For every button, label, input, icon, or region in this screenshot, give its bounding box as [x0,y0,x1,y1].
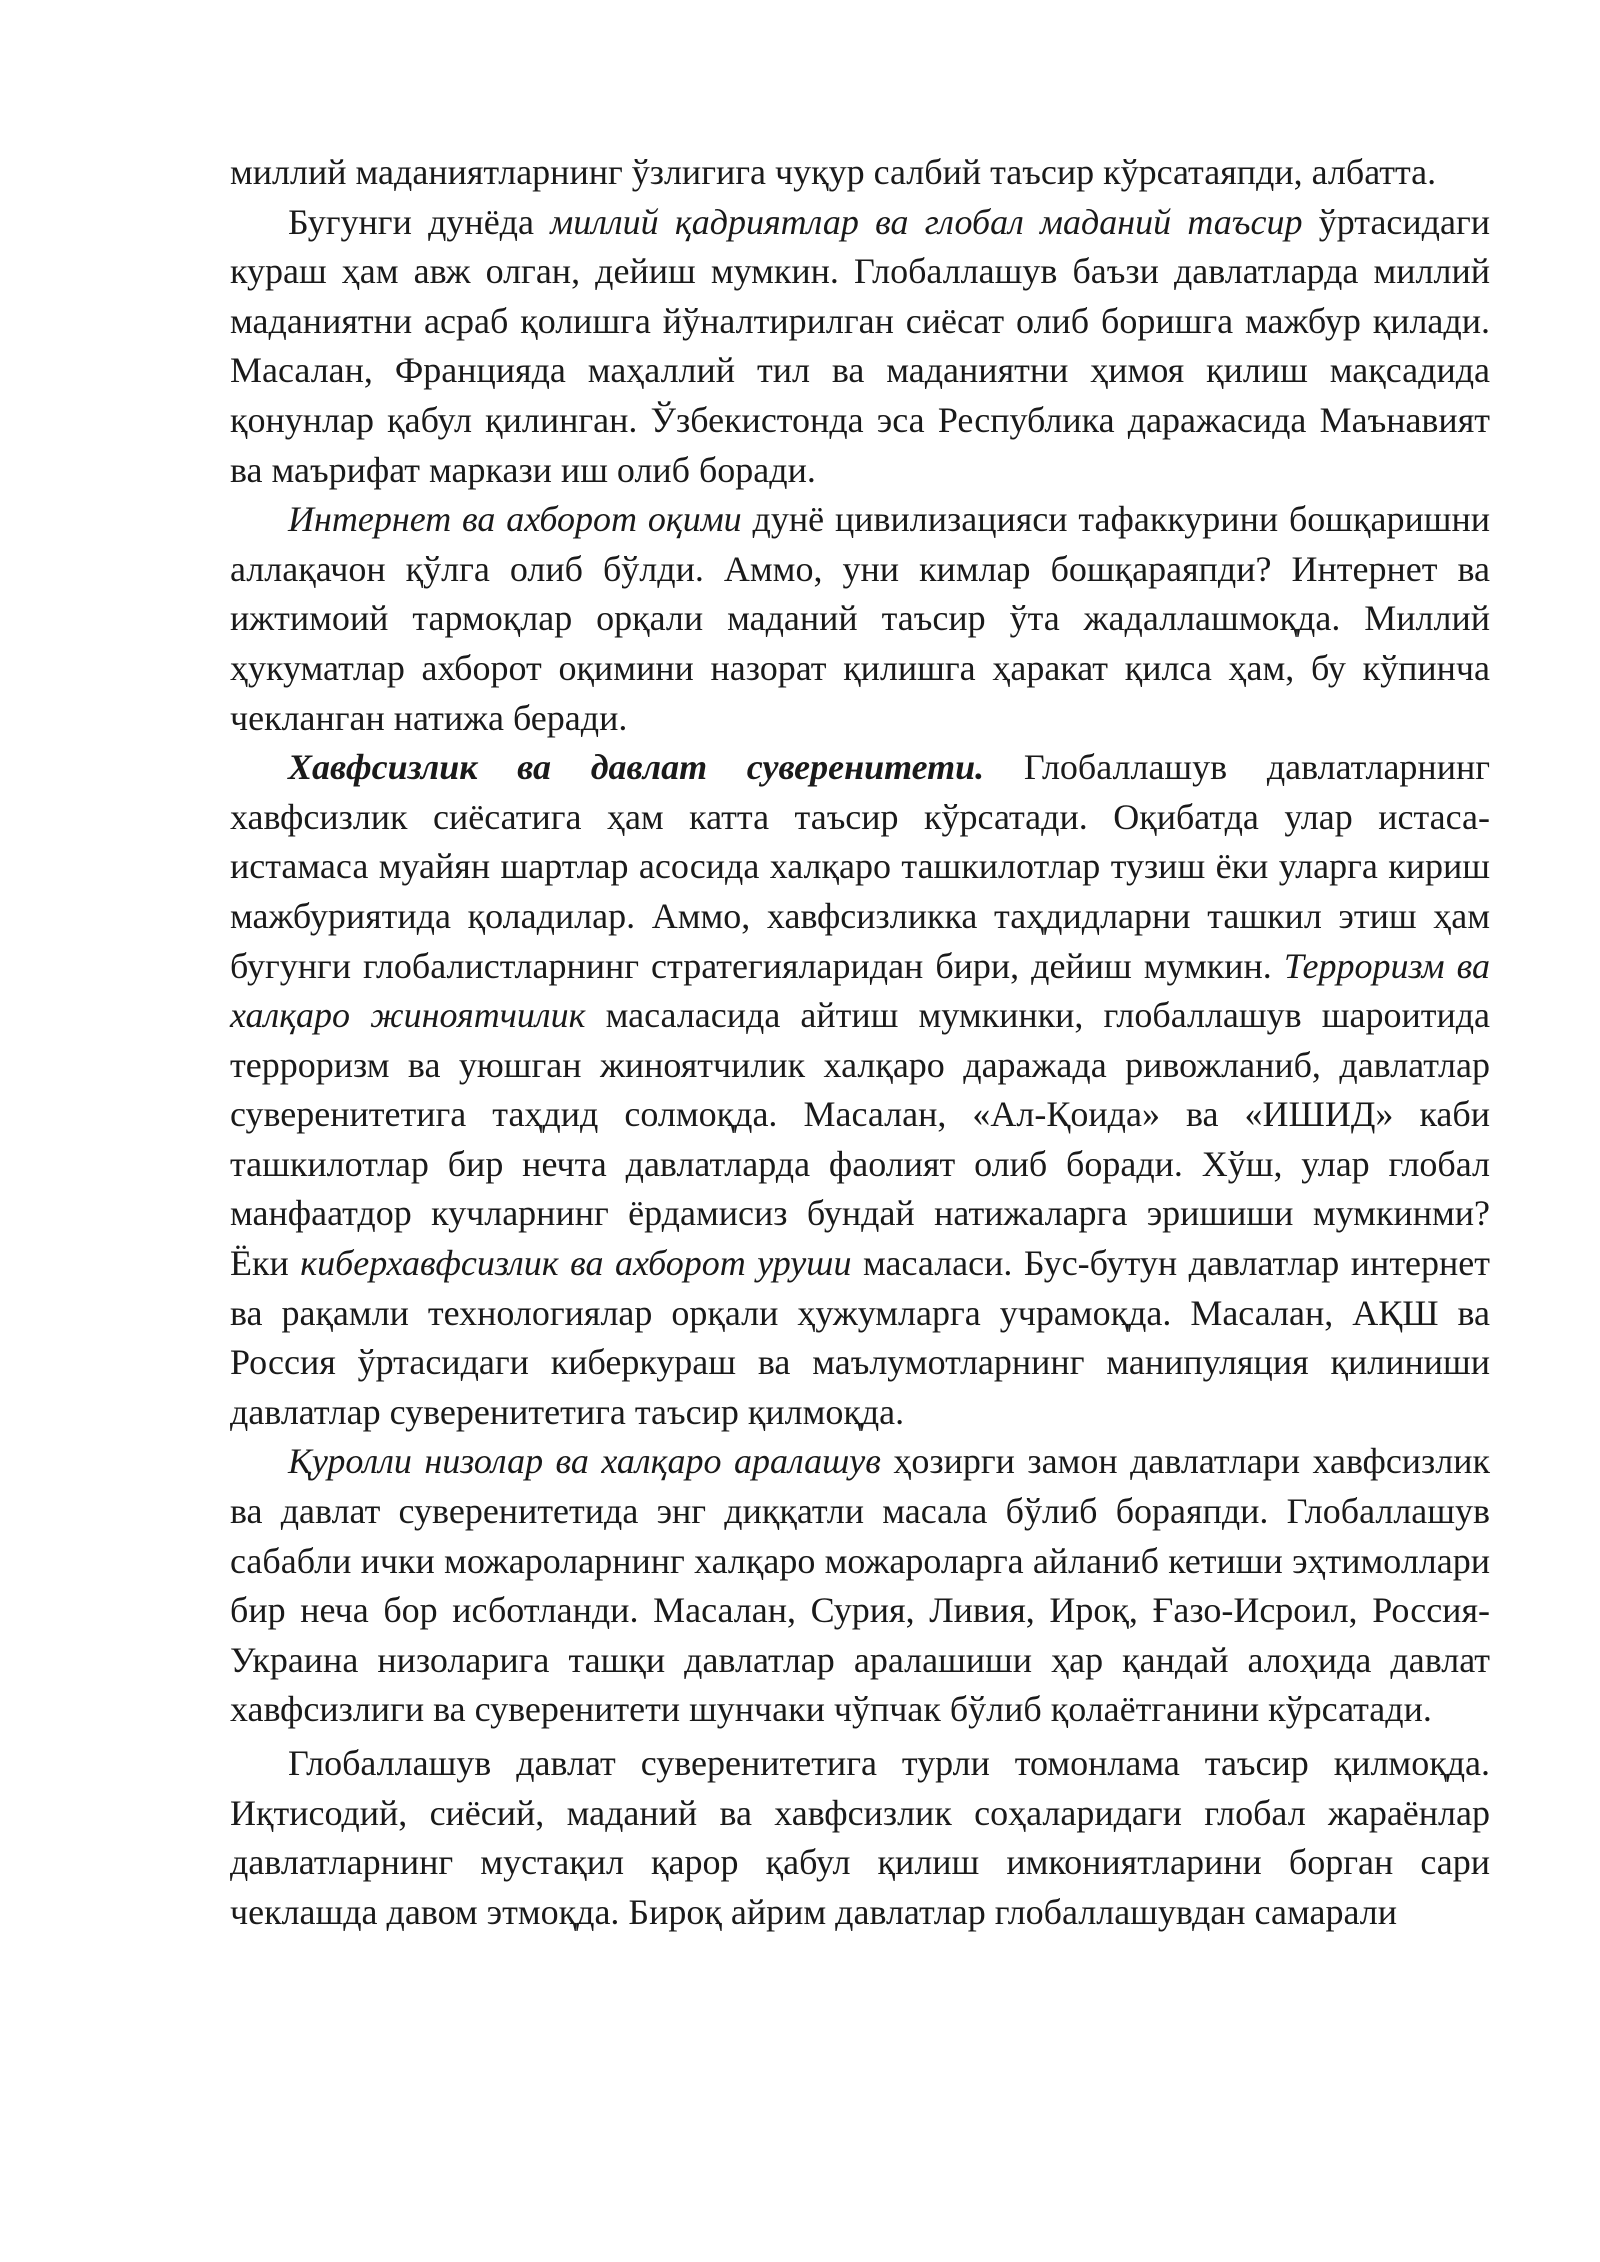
paragraph-4 [230,743,1490,1437]
text-run: ўртасидаги кураш ҳам авж олган, дейиш мумкин. Глобаллашув баъзи давлатларда миллий маданиятни асраб қолишга йўналтирилган сиёсат олиб боришга мажбур қилади. Масалан, Францияда маҳаллий тил ва маданиятни ҳимоя қилиш мақсадида қонунлар қабул қилинган. Ўзбекистонда эса Республика даражасида Маънавият ва маърифат маркази иш олиб боради. [230,201,1490,490]
paragraph-3 [230,495,1490,743]
text-run: Бугунги дунёда [288,201,551,242]
italic-phrase: Интернет ва ахборот оқими [288,499,742,540]
paragraph-5 [230,1437,1490,1735]
italic-phrase: киберхавфсизлик ва ахборот уруши [300,1243,852,1284]
text-run: Глобаллашув давлат суверенитетига турли томонлама таъсир қилмоқда. Иқтисодий, сиёсий, маданий ва хавфсизлик соҳаларидаги глобал жараёнлар давлатларнинг мустақил қарор қабул қилиш имкониятларини борган сари чеклашда давом этмоқда. Бироқ айрим давлатлар глобаллашувдан самарали [230,1743,1490,1932]
text-run: масаласида айтиш мумкинки, глобаллашув шароитида терроризм ва уюшган жиноятчилик халқаро даражада ривожланиб, давлатлар суверенитетига таҳдид солмоқда. Масалан, «Ал-Қоида» ва «ИШИД» каби ташкилотлар бир нечта давлатларда фаолият олиб боради. Хўш, улар глобал манфаатдор кучларнинг ёрдамисиз бундай натижаларга эришиши мумкинми? Ёки [230,995,1491,1284]
italic-phrase: миллий қадриятлар ва глобал маданий таъсир [550,201,1303,242]
italic-phrase: Терроризм ва халқаро жиноятчилик [230,945,1491,1036]
paragraph-1 [230,148,1490,198]
document-page [230,148,1490,1937]
text-run: ҳозирги замон давлатлари хавфсизлик ва давлат суверенитетида энг диққатли масала бўлиб бораяпди. Глобаллашув сабабли ички можароларнинг халқаро можароларга айланиб кетиши эҳтимоллари бир неча бор исботланди. Масалан, Сурия, Ливия, Ироқ, Ғазо-Исроил, Россия-Украина низоларига ташқи давлатлар аралашиши ҳар қандай алоҳида давлат хавфсизлиги ва суверенитети шунчаки чўпчак бўлиб қолаётганини кўрсатади. [230,1441,1490,1730]
text-run: масаласи. Бус-бутун давлатлар интернет ва рақамли технологиялар орқали ҳужумларга учрамоқда. Масалан, АҚШ ва Россия ўртасидаги киберкураш ва маълумотларнинг манипуляция қилиниши давлатлар суверенитетига таъсир қилмоқда. [230,1243,1491,1432]
text-run: дунё цивилизацияси тафаккурини бошқаришни аллақачон қўлга олиб бўлди. Аммо, уни кимлар бошқараяпди? Интернет ва ижтимоий тармоқлар орқали маданий таъсир ўта жадаллашмоқда. Миллий ҳукуматлар ахборот оқимини назорат қилишга ҳаракат қилса ҳам, бу кўпинча чекланган натижа беради. [230,499,1490,738]
section-heading-inline: Хавфсизлик ва давлат суверенитети. [288,747,985,788]
paragraph-6 [230,1739,1490,1937]
text-run: Глобаллашув давлатларнинг хавфсизлик сиёсатига ҳам катта таъсир кўрсатади. Оқибатда улар истаса-истамаса муайян шартлар асосида халқаро ташкилотлар тузиш ёки уларга кириш мажбуриятида қоладилар. Аммо, хавфсизликка таҳдидларни ташкил этиш ҳам бугунги глобалистларнинг стратегияларидан бири, дейиш мумкин. [230,747,1490,986]
text-run: миллий маданиятларнинг ўзлигига чуқур салбий таъсир кўрсатаяпди, албатта. [230,152,1437,192]
italic-phrase: Қуролли низолар ва халқаро аралашув [288,1441,881,1482]
paragraph-2 [230,198,1490,496]
